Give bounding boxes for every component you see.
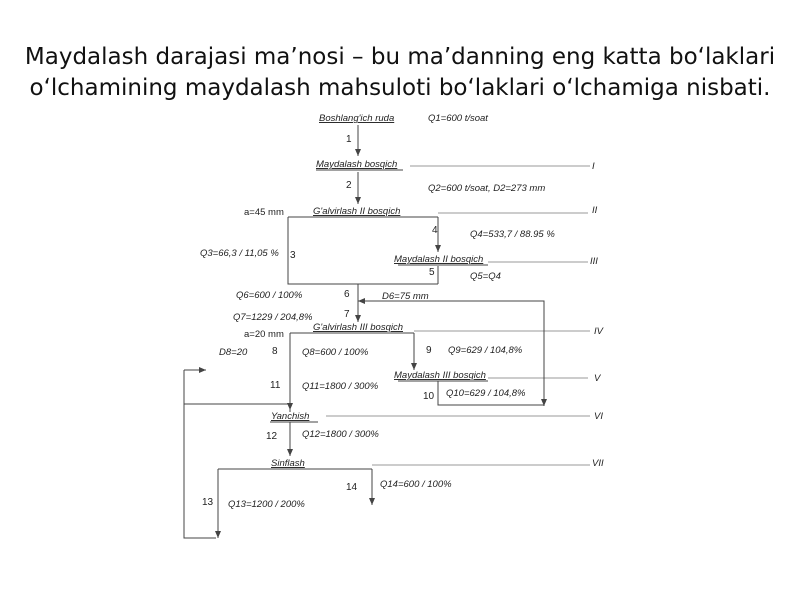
roman-7: VII (592, 458, 604, 469)
roman-4: IV (594, 326, 603, 337)
roman-6: VI (594, 411, 603, 422)
label-a45: a=45 mm (244, 207, 284, 218)
title-line-2: oʻlchamining maydalash mahsuloti boʻlaklari oʻlchamiga nisbati. (29, 75, 771, 101)
flow-number-11: 11 (270, 380, 281, 391)
label-q12: Q12=1800 / 300% (302, 429, 379, 440)
stage-label-boshlang: Boshlang'ich ruda (319, 113, 395, 124)
stage-label-maydalash1: Maydalash bosqich (316, 159, 398, 170)
roman-5: V (594, 373, 601, 384)
label-q2: Q2=600 t/soat, D2=273 mm (428, 183, 546, 194)
flow-number-5: 5 (429, 267, 435, 278)
flow-number-2: 2 (346, 180, 352, 191)
label-q9: Q9=629 / 104,8% (448, 345, 523, 356)
label-d8: D8=20 (219, 347, 248, 358)
label-q6: Q6=600 / 100% (236, 290, 303, 301)
flow-number-4: 4 (432, 225, 438, 236)
label-q10: Q10=629 / 104,8% (446, 388, 526, 399)
flow-recycle-11 (184, 370, 290, 538)
flow-number-13: 13 (202, 497, 214, 508)
label-q4: Q4=533,7 / 88.95 % (470, 229, 555, 240)
title-line-1: Maydalash darajasi ma’nosi – bu ma’danning eng katta boʻlaklari (24, 44, 776, 70)
label-q5: Q5=Q4 (470, 271, 501, 282)
label-q14: Q14=600 / 100% (380, 479, 452, 490)
stage-label-maydalash3: Maydalash III bosqich (394, 370, 486, 381)
label-q11: Q11=1800 / 300% (302, 381, 379, 392)
label-q7: Q7=1229 / 204,8% (233, 312, 313, 323)
flow-number-9: 9 (426, 345, 432, 356)
stage-label-sinflash: Sinflash (271, 458, 305, 469)
flow-number-12: 12 (266, 431, 278, 442)
label-q3: Q3=66,3 / 11,05 % (200, 248, 279, 259)
flow-number-1: 1 (346, 134, 352, 145)
stage-label-galvir3: G'alvirlash III bosqich (313, 322, 403, 333)
label-q1: Q1=600 t/soat (428, 113, 488, 124)
flow-number-3: 3 (290, 250, 296, 261)
flow-line-3 (288, 217, 438, 284)
roman-2: II (592, 205, 598, 216)
label-q13: Q13=1200 / 200% (228, 499, 305, 510)
flow-number-6: 6 (344, 289, 350, 300)
flow-number-8: 8 (272, 346, 278, 357)
roman-1: I (592, 161, 595, 172)
label-d6: D6=75 mm (382, 291, 429, 302)
flow-number-14: 14 (346, 482, 358, 493)
label-q8: Q8=600 / 100% (302, 347, 369, 358)
stage-label-maydalash2: Maydalash II bosqich (394, 254, 484, 265)
label-a20: a=20 mm (244, 329, 284, 340)
flow-number-10: 10 (423, 391, 435, 402)
flow-number-7: 7 (344, 309, 350, 320)
stage-label-yanchish: Yanchish (271, 411, 310, 422)
stage-label-galvir2: G'alvirlash II bosqich (313, 206, 401, 217)
roman-3: III (590, 256, 598, 267)
